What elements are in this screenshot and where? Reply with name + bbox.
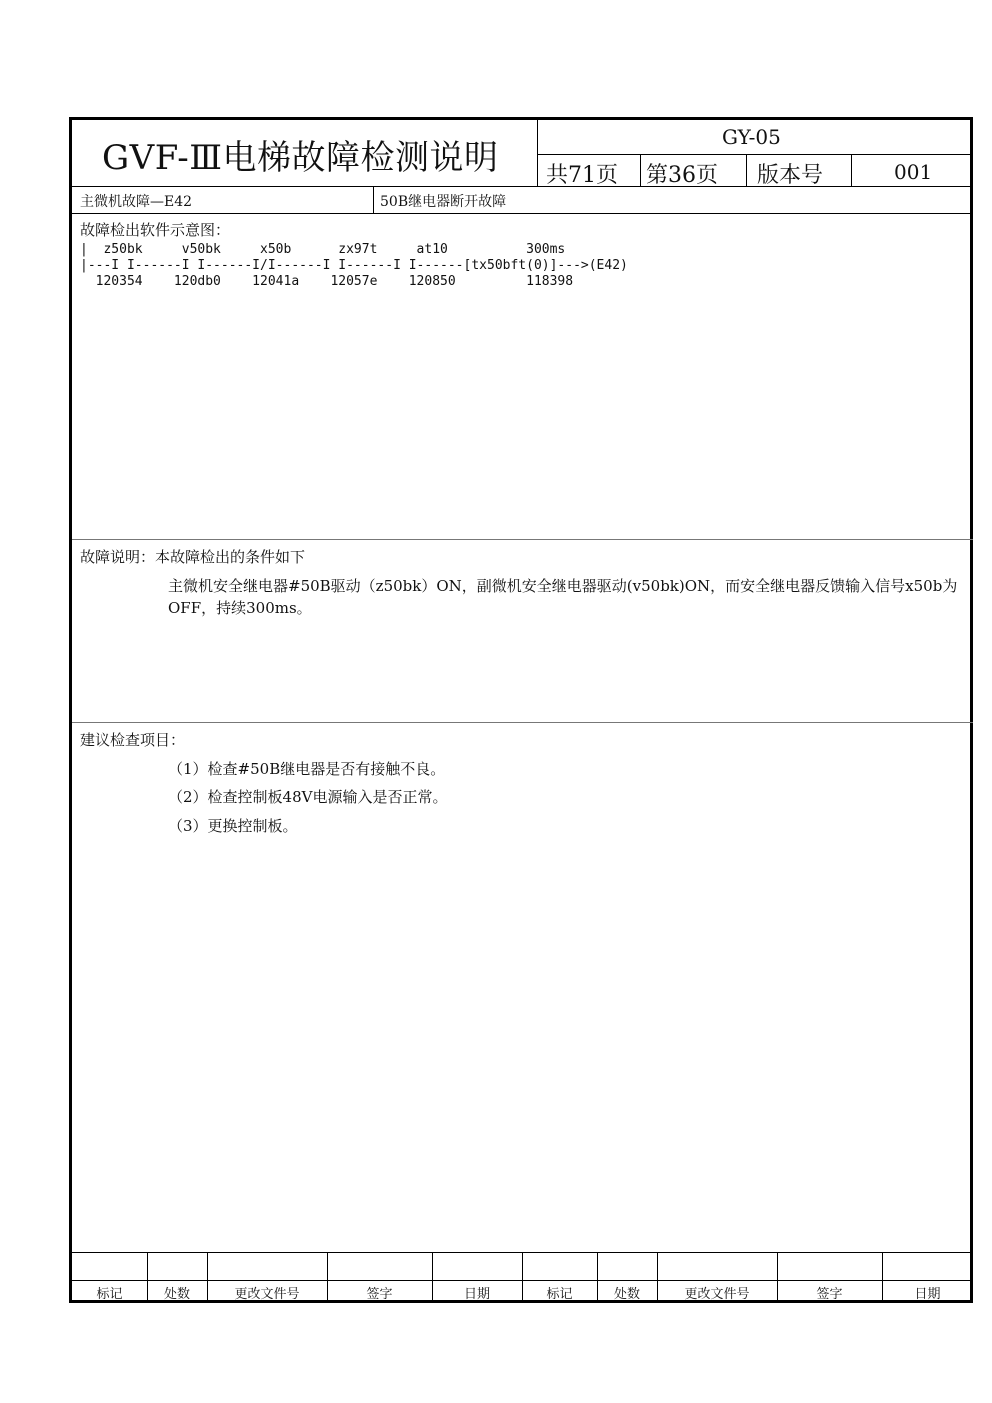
document-frame — [69, 117, 973, 1303]
footer-col-date: 日期 — [463, 1287, 490, 1302]
footer-col-date: 日期 — [914, 1287, 941, 1302]
suggestion-item: （1）检查#50B继电器是否有接触不良。 — [168, 760, 446, 778]
footer-col-signature: 签字 — [816, 1287, 843, 1302]
footer-col-change-doc: 更改文件号 — [684, 1287, 750, 1302]
diagram-heading: 故障检出软件示意图： — [80, 221, 231, 239]
header-divider — [537, 120, 538, 186]
version-label: 版本号 — [757, 163, 824, 188]
fault-description: 50B继电器断开故障 — [380, 194, 507, 210]
version-value: 001 — [894, 160, 933, 184]
explanation-text: 主微机安全继电器#50B驱动（z50bk）ON，副微机安全继电器驱动(v50bk)ON，而安全继电器反馈输入信号x50b为OFF，持续300ms。 — [168, 577, 958, 617]
document-title: GVF-Ⅲ电梯故障检测说明 — [102, 138, 499, 178]
footer-col-mark: 标记 — [546, 1287, 573, 1302]
header-row-line — [537, 154, 973, 155]
ladder-diagram-line-1: | z50bk v50bk x50b zx97t at10 300ms — [80, 242, 566, 257]
suggestion-item: （3）更换控制板。 — [168, 817, 298, 835]
ladder-diagram-line-3: 120354 120db0 12041a 12057e 120850 118398 — [80, 274, 574, 289]
footer-col-change-doc: 更改文件号 — [234, 1287, 300, 1302]
current-page: 第36页 — [646, 163, 718, 188]
header-bottom-line — [72, 186, 973, 187]
footer-col-mark: 标记 — [96, 1287, 123, 1302]
fault-name: 主微机故障—E42 — [80, 194, 193, 210]
footer-col-count: 处数 — [163, 1287, 190, 1302]
document-code: GY-05 — [722, 125, 781, 149]
suggestions-heading: 建议检查项目： — [80, 731, 186, 749]
explanation-heading: 故障说明：本故障检出的条件如下 — [80, 548, 306, 566]
ladder-diagram-line-2: |---I I------I I------I/I------I I------I I------[tx50bft(0)]--->(E42) — [80, 258, 628, 273]
footer-col-signature: 签字 — [366, 1287, 393, 1302]
total-pages: 共71页 — [546, 163, 618, 188]
suggestion-item: （2）检查控制板48V电源输入是否正常。 — [168, 788, 448, 806]
footer-col-count: 处数 — [613, 1287, 640, 1302]
